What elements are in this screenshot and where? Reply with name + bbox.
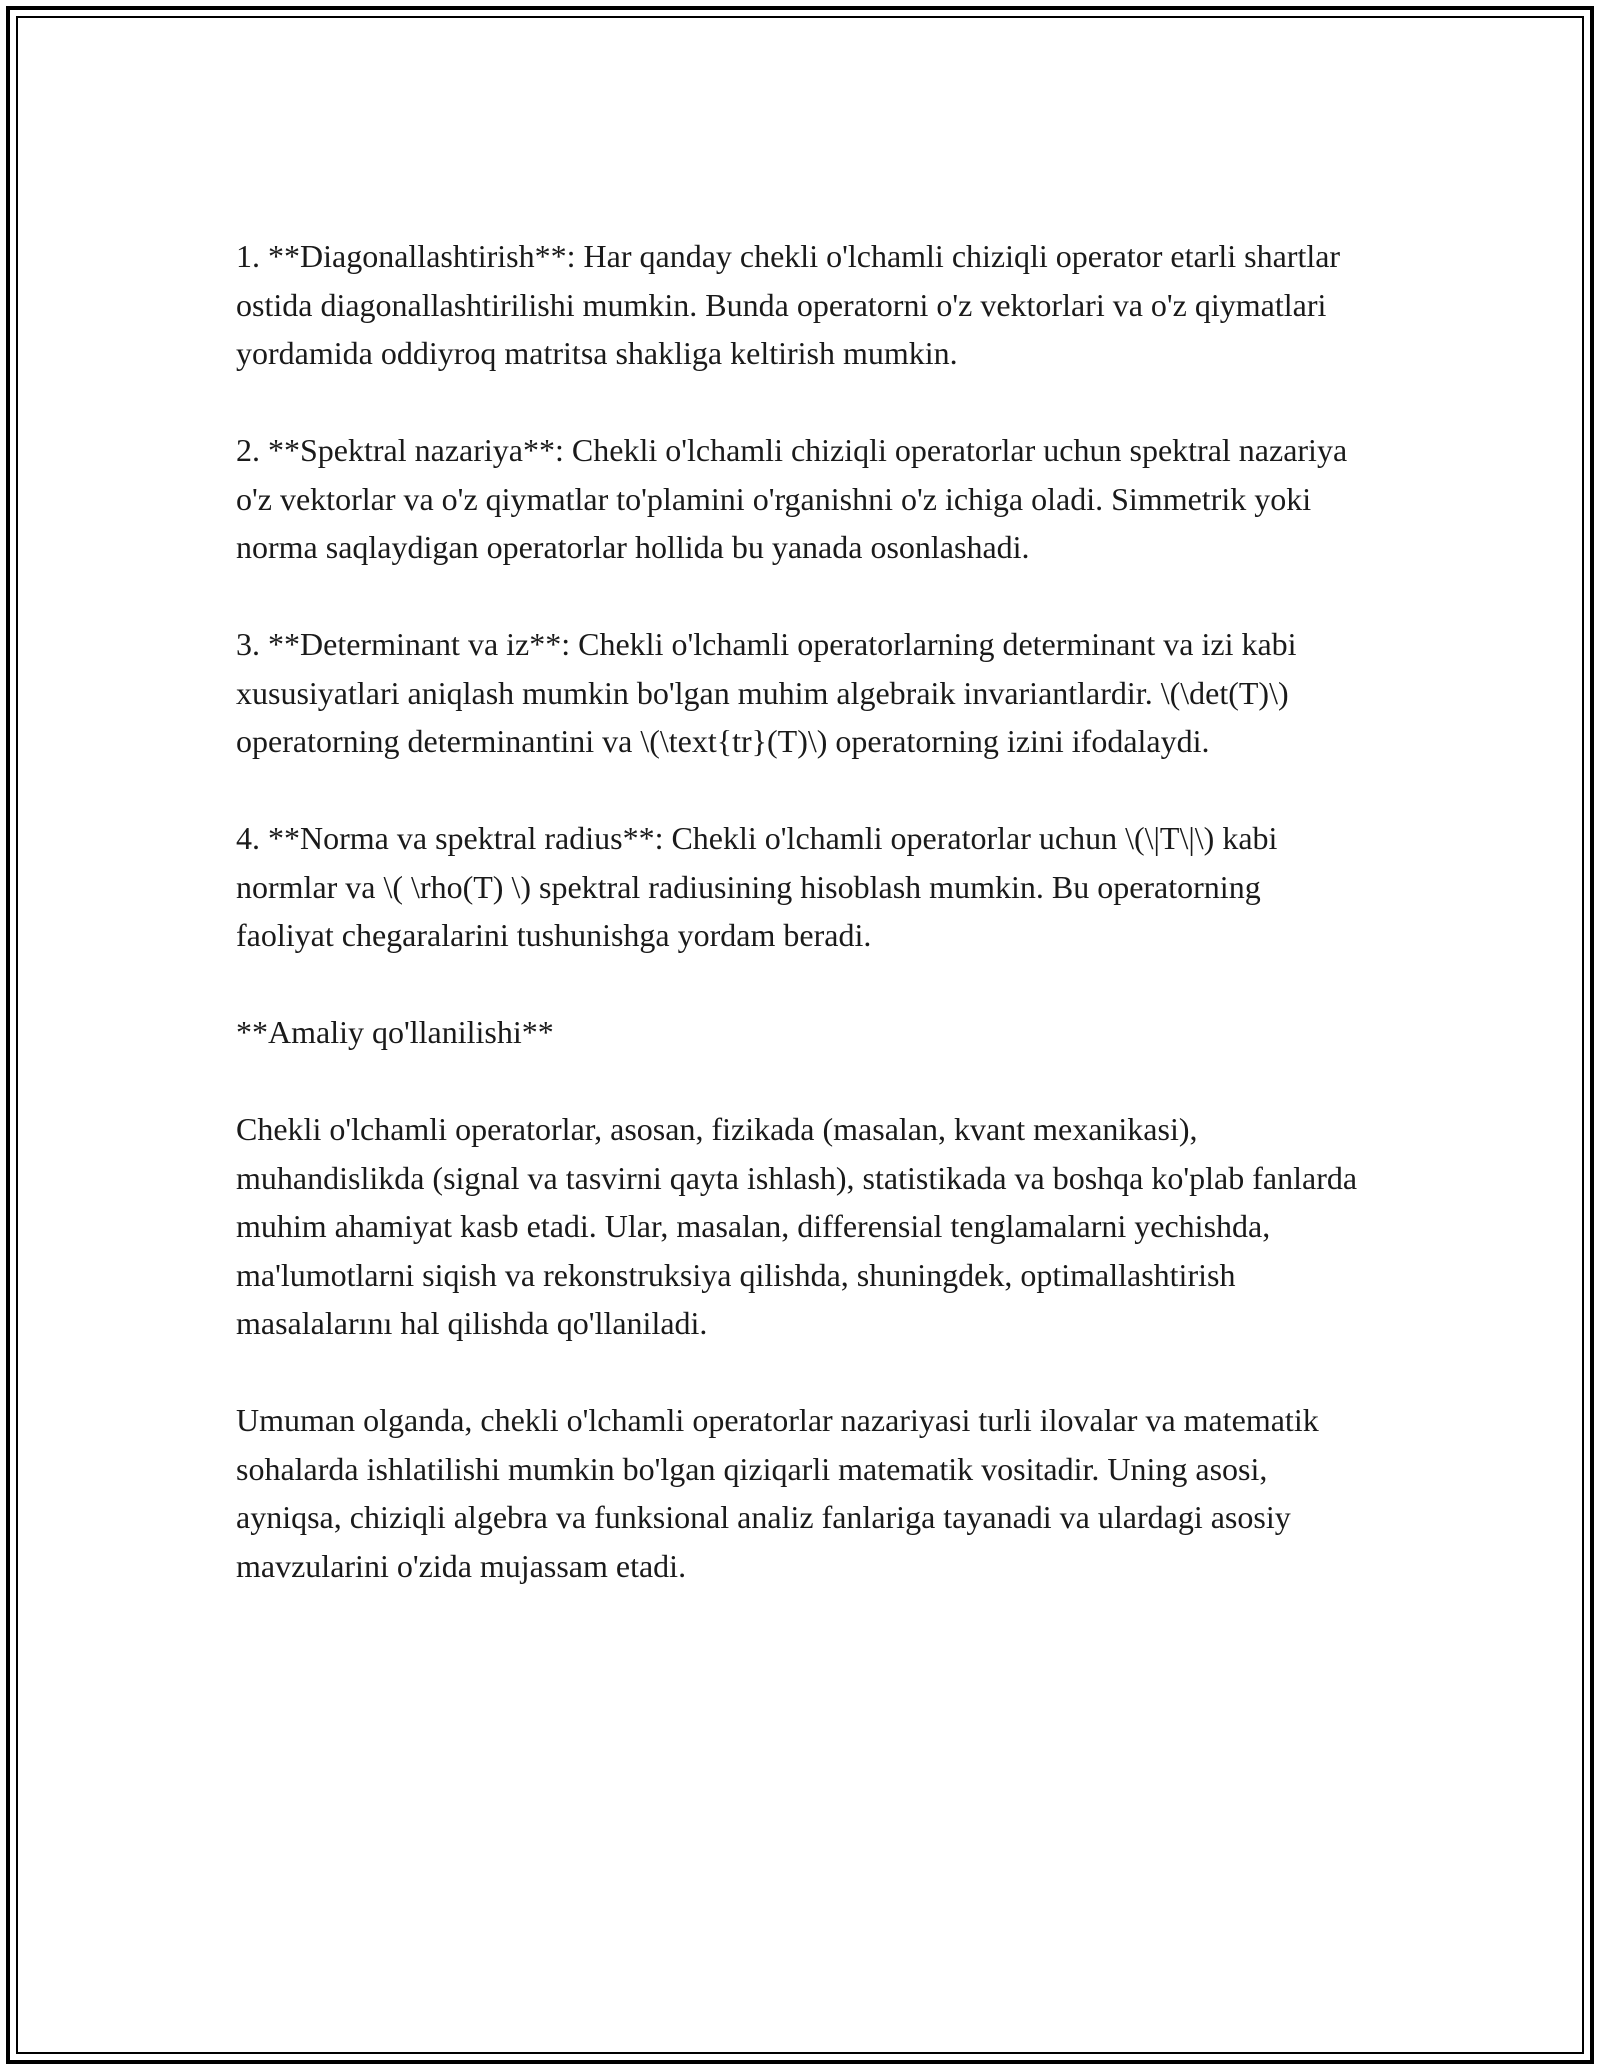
section-heading-applications: **Amaliy qo'llanilishi**	[236, 1014, 554, 1050]
paragraph-applications: Chekli o'lchamli operatorlar, asosan, fizikada (masalan, kvant mexanikasi), muhandislikda (signal va tasvirni qayta ishlash), statistikada va boshqa ko'plab fanlarda muhim ahamiyat kasb etadi. Ular, masalan, differensial tenglamalarni yechishda, ma'lumotlarni siqish va rekonstruksiya qilishda, shuningdek, optimallashtirish masalalarını hal qilishda qo'llaniladi.	[236, 1111, 1358, 1341]
paragraph-spectral-theory: 2. **Spektral nazariya**: Chekli o'lchamli chiziqli operatorlar uchun spektral nazariya o'z vektorlar va o'z qiymatlar to'plamini o'rganishni o'z ichiga oladi. Simmetrik yoki norma saqlaydigan operatorlar hollida bu yanada osonlashadi.	[236, 432, 1348, 565]
document-body	[236, 232, 1366, 1590]
paragraph-diagonalization: 1. **Diagonallashtirish**: Har qanday chekli o'lchamli chiziqli operator etarli shartlar ostida diagonallashtirilishi mumkin. Bunda operatorni o'z vektorlari va o'z qiymatlari yordamida oddiyroq matritsa shakliga keltirish mumkin.	[236, 238, 1341, 371]
paragraph-norm-spectral-radius: 4. **Norma va spektral radius**: Chekli o'lchamli operatorlar uchun \(\|T\|\) kabi normlar va \( \rho(T) \) spektral radiusining hisoblash mumkin. Bu operatorning faoliyat chegaralarini tushunishga yordam beradi.	[236, 820, 1278, 953]
paragraph-conclusion: Umuman olganda, chekli o'lchamli operatorlar nazariyasi turli ilovalar va matematik sohalarda ishlatilishi mumkin bo'lgan qiziqarli matematik vositadir. Uning asosi, ayniqsa, chiziqli algebra va funksional analiz fanlariga tayanadi va ulardagi asosiy mavzularini o'zida mujassam etadi.	[236, 1402, 1319, 1584]
paragraph-determinant-trace: 3. **Determinant va iz**: Chekli o'lchamli operatorlarning determinant va izi kabi xususiyatlari aniqlash mumkin bo'lgan muhim algebraik invariantlardir. \(\det(T)\) operatorning determinantini va \(\text{tr}(T)\) operatorning izini ifodalaydi.	[236, 626, 1297, 759]
